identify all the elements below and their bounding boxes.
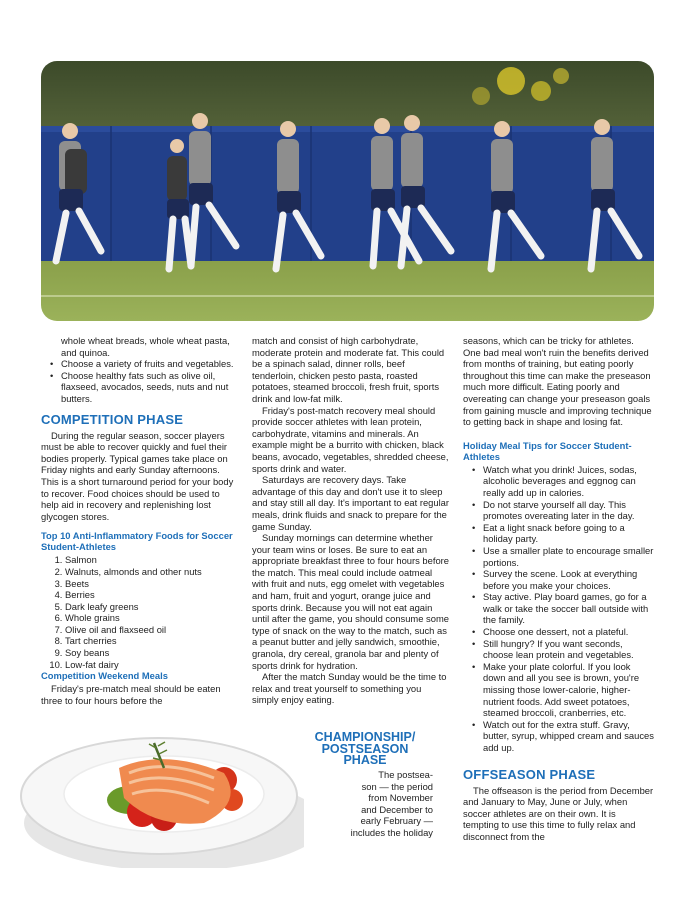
heading-line: CHAMPIONSHIP/ (314, 730, 416, 744)
text-line: son — the period (361, 780, 433, 792)
list-item: • Watch out for the extra stuff. Gravy, butter, syrup, whipped cream and sauces add up. (483, 719, 654, 754)
offseason-paragraph: The offseason is the period from December and January to May, June or July, when soccer athletes are on their own. It is tempting to use this time to fully relax and disconnect from the (463, 784, 654, 842)
holiday-tips-list (463, 464, 654, 754)
text-line: includes the holiday (350, 826, 433, 838)
list-item: • Eat a light snack before going to a holiday party. (483, 522, 654, 545)
column-1 (41, 335, 238, 706)
list-item: 2. Walnuts, almonds and other nuts (65, 566, 238, 578)
salmon-plate-photo (14, 728, 304, 868)
list-item: 7. Olive oil and flaxseed oil (65, 624, 238, 636)
anti-inflammatory-foods-list (41, 554, 238, 670)
list-item: • Still hungry? If you want seconds, choose lean protein and vegetables. (483, 638, 654, 661)
list-item: 9. Soy beans (65, 647, 238, 659)
list-item: 1. Salmon (65, 554, 238, 566)
list-item: • Survey the scene. Look at everything before you make your choices. (483, 568, 654, 591)
heading-line: PHASE (343, 753, 387, 767)
column-2 (252, 335, 450, 706)
nutrition-bullet-list (41, 358, 238, 404)
paragraph: seasons, which can be tricky for athletes. One bad meal won't ruin the benefits derived from months of training, but eating poorly throughout this time can make the preseason much more difficult. Eating poorly and overeating can change your preseason goals from gaining muscle and improving technique to getting back in shape and losing fat. (463, 335, 652, 428)
soccer-team-photo (41, 61, 654, 321)
championship-paragraph (348, 769, 433, 839)
paragraph: Sunday mornings can determine whether your team wins or loses. Be sure to eat an appropriate breakfast three to four hours before the match. This meal could include oatmeal with fruit and nuts, egg omelet with vegetables and ham, fruit and yogurt, orange juice and sports drink. Because you will not eat again until after the game, you should consume some type of snack on the way to the match, such as a peanut butter and jelly sandwich, smoothie, granola, dry cereal, granola bar and plenty of sports drink for hydration. (252, 532, 449, 671)
paragraph: After the match Sunday would be the time to relax and treat yourself to something you simply enjoy eating. (252, 671, 447, 706)
top10-heading: Top 10 Anti-Inflammatory Foods for Soccer Student-Athletes (41, 530, 233, 553)
text-line: and December to (361, 803, 433, 815)
list-item: • Watch what you drink! Juices, sodas, alcoholic beverages and eggnog can really add up in calories. (483, 464, 654, 499)
list-item: 6. Whole grains (65, 612, 238, 624)
list-item: 8. Tart cherries (65, 635, 238, 647)
holiday-tips-heading: Holiday Meal Tips for Soccer Student-Athletes (463, 439, 632, 462)
paragraph-continuation: whole wheat breads, whole wheat pasta, and quinoa. (61, 335, 230, 358)
offseason-phase-heading: OFFSEASON PHASE (463, 766, 596, 782)
list-item: 3. Beets (65, 578, 238, 590)
list-item: • Do not starve yourself all day. This promotes overeating later in the day. (483, 499, 654, 522)
list-item: 4. Berries (65, 589, 238, 601)
list-item: • Make your plate colorful. If you look down and all you see is brown, you're missing those lower-calorie, higher-nutrient foods. Add sweet potatoes, steamed broccoli, cranberries, etc. (483, 661, 654, 719)
list-item: • Choose healthy fats such as olive oil, flaxseed, avocados, seeds, nuts and nut butters. (61, 370, 238, 405)
list-item: • Use a smaller plate to encourage smaller portions. (483, 545, 654, 568)
list-item: • Choose one dessert, not a plateful. (483, 626, 654, 638)
text-line: early February — (360, 815, 433, 827)
heading-line: POSTSEASON (321, 741, 409, 756)
text-line: from November (368, 792, 433, 804)
list-item: • Stay active. Play board games, go for a walk or take the soccer ball outside with the family. (483, 591, 654, 626)
weekend-paragraph: Friday's pre-match meal should be eaten three to four hours before the (41, 683, 221, 706)
column-3 (463, 335, 654, 843)
paragraph: Saturdays are recovery days. Take advantage of this day and don't use it to sleep and stay still all day. It's important to eat regular meals, drink fluids and snack to prepare for the game Sunday. (252, 474, 450, 532)
list-item: • Choose a variety of fruits and vegetables. (61, 358, 238, 370)
paragraph: Friday's post-match recovery meal should provide soccer athletes with lean protein, carbohydrate, vitamins and minerals. An example might be a burrito with chicken, black beans, avocado, vegetables, shredded cheese, sports drink and water. (252, 404, 449, 474)
soccer-team-running-photo (41, 61, 654, 321)
competition-phase-heading: COMPETITION PHASE (41, 411, 184, 427)
championship-phase-heading (300, 732, 430, 767)
paragraph: match and consist of high carbohydrate, moderate protein and moderate fat. This could be a spinach salad, dinner rolls, beef tenderloin, chicken pesto pasta, roasted potatoes, steamed broccoli, fresh fruit, sports drink and low-fat milk. (252, 335, 445, 404)
weekend-meals-heading: Competition Weekend Meals (41, 670, 168, 682)
text-line: The postsea- (378, 769, 433, 780)
salmon-plate-icon (14, 728, 304, 868)
list-item: 10. Low-fat dairy (65, 659, 238, 671)
competition-paragraph: During the regular season, soccer players must be able to recover quickly and fuel their bodies properly. Typical games take place on Friday nights and early Sunday afternoons. This is a short turnaround period for your body to recover. Food choices should be used to help aid in recovery and replenishing lost glycogen stores. (41, 429, 234, 522)
list-item: 5. Dark leafy greens (65, 601, 238, 613)
